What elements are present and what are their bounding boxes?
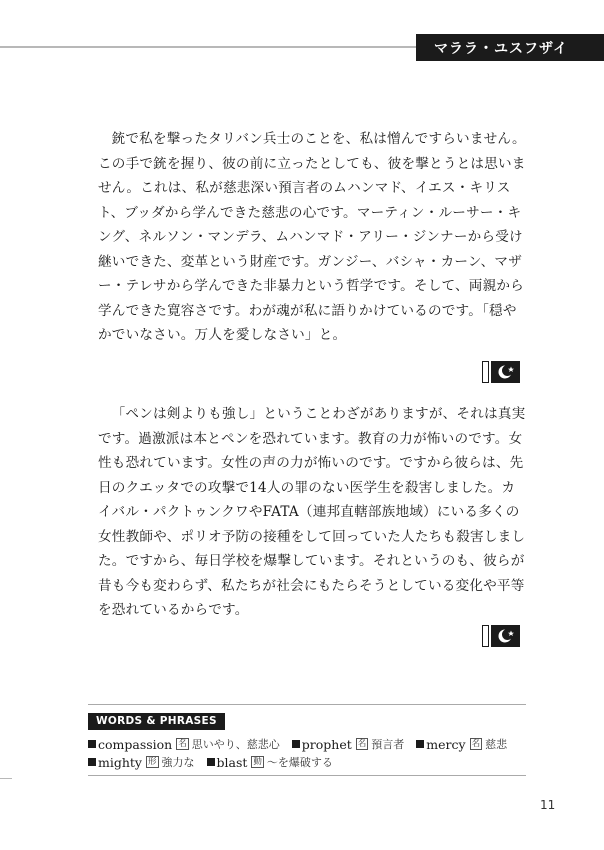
vocab-meaning: 慈悲 (485, 738, 508, 751)
vocab-entry (416, 736, 507, 752)
page-number: 11 (540, 798, 556, 812)
chapter-title (416, 34, 604, 61)
part-of-speech-badge: 動 (253, 757, 262, 767)
pakistan-flag-icon (482, 361, 520, 383)
vocab-word: mercy (426, 736, 466, 752)
part-of-speech-badge: 名 (178, 739, 187, 749)
words-bottom-rule (88, 775, 526, 776)
vocab-entry (207, 754, 333, 770)
words-phrases-label: WORDS & PHRASES (88, 713, 225, 730)
paragraph-2-text: 「ペンは剣よりも強し」ということわざがありますが、それは真実です。過激派は本とペンを恐れています。教育の力が怖いのです。女性も恐れています。女性の声の力が怖いのです。ですから彼らは、先日のクエッタでの攻撃で14人の罪のない医学生を殺害しました。カイバル・パクトゥンクワやFATA（連邦直轄部族地域）にいる多くの女性教師や、ポリオ予防の接種をして回っていた人たちも殺害しました。ですから、毎日学校を爆撃しています。それというのも、彼らが昔も今も変わらず、私たちが社会にもたらそうとしている変化や平等を恐れているからです。 (98, 406, 526, 618)
bullet-square-icon (207, 758, 215, 766)
vocab-word: prophet (301, 736, 352, 752)
paragraph-2 (98, 402, 526, 623)
vocab-word: mighty (98, 754, 142, 770)
pakistan-flag-icon (482, 625, 520, 647)
header-rule (0, 46, 416, 48)
part-of-speech-badge: 名 (357, 739, 367, 749)
words-top-rule (88, 704, 526, 705)
paragraph-1 (98, 127, 526, 348)
vocab-line-2 (88, 754, 345, 770)
paragraph-1-text: 銃で私を撃ったタリバン兵士のことを、私は憎んですらいません。この手で銃を握り、彼の前に立ったとしても、彼を撃とうとは思いません。これは、私が慈悲深い預言者のムハンマド、イエス・キリスト、ブッダから学んできた慈悲の心です。マーティン・ルーサー・キング、ネルソン・マンデラ、ムハンマド・アリー・ジンナーから受け継いできた、変革という財産です。ガンジー、バシャ・カーン、マザー・テレサから学んできた非暴力という哲学です。そして、両親から学んできた寛容さです。わが魂が私に語りかけているのです。「穏やかでいなさい。万人を愛しなさい」と。 (98, 131, 526, 343)
vocab-meaning: 思いやり、慈悲心 (191, 738, 280, 751)
vocab-word: compassion (98, 736, 173, 752)
margin-rule (0, 778, 12, 779)
vocab-meaning: 預言者 (371, 738, 405, 751)
vocab-entry (88, 736, 280, 752)
bullet-square-icon (292, 740, 300, 748)
part-of-speech-badge: 形 (148, 757, 157, 767)
chapter-title-text: マララ・ユスフザイ (434, 40, 569, 57)
part-of-speech-badge: 名 (471, 739, 481, 749)
bullet-square-icon (88, 758, 96, 766)
vocab-meaning: ～を爆破する (266, 756, 333, 769)
vocab-meaning: 強力な (161, 756, 195, 769)
vocab-entry (292, 736, 405, 752)
vocab-entry (88, 754, 195, 770)
vocab-word: blast (216, 754, 248, 770)
bullet-square-icon (88, 740, 96, 748)
vocab-line-1 (88, 736, 519, 752)
bullet-square-icon (416, 740, 424, 748)
